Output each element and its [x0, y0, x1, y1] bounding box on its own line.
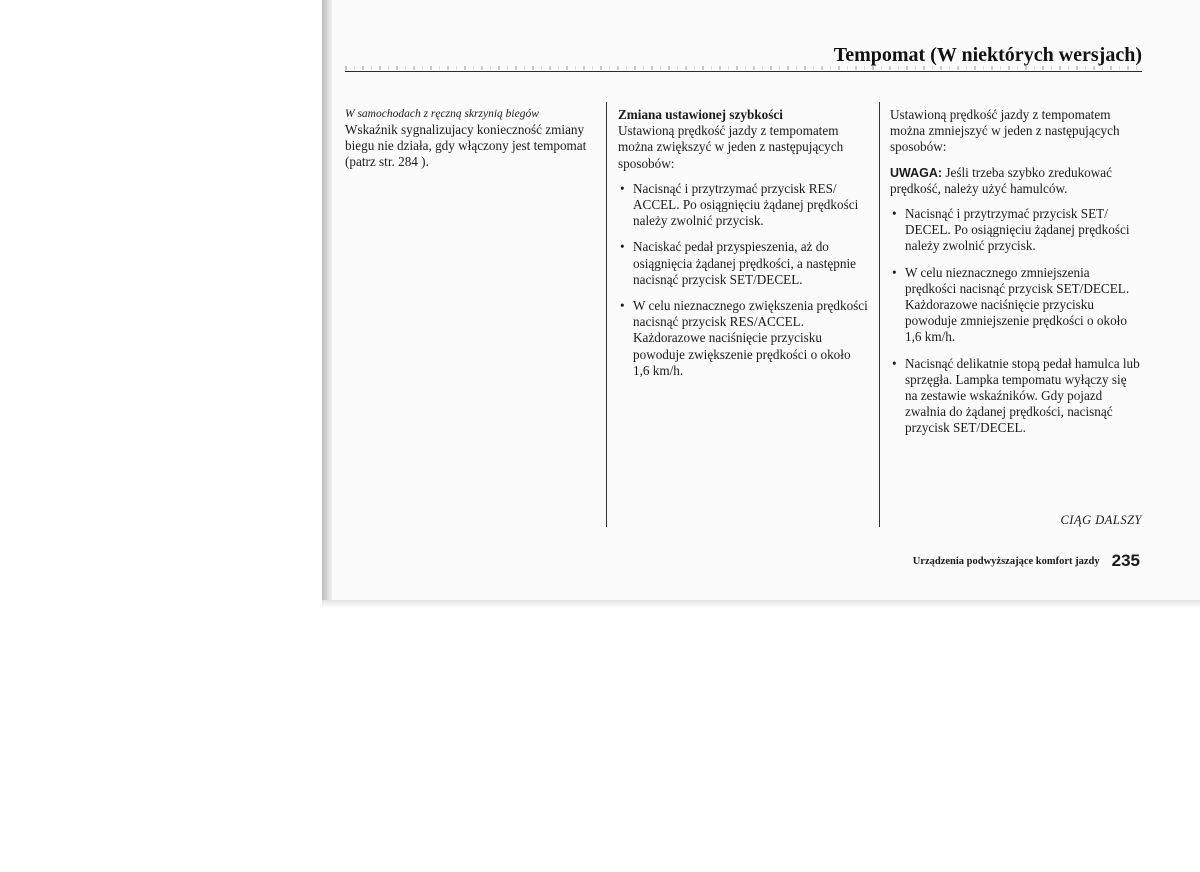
column-1: [345, 107, 597, 171]
column-3: [890, 107, 1142, 447]
scan-bottom-shadow: [322, 600, 1200, 608]
section-heading: Zmiana ustawionej szybkości: [618, 107, 783, 122]
header-dotted-line: [345, 66, 1142, 70]
footer-section-title: Urządzenia podwyższające komfort jazdy: [912, 555, 1100, 567]
list-item: • Nacisnąć i przytrzymać przycisk RES/ ACCEL. Po osiągnięciu żądanej prędkości należy zwolnić przycisk.: [620, 180, 859, 229]
note-label: UWAGA:: [890, 165, 943, 180]
increase-speed-list: [618, 181, 868, 379]
column-2-intro: Ustawioną prędkość jazdy z tempomatem można zwiększyć w jeden z następujących sposobów:: [618, 123, 844, 171]
list-item: • W celu nieznacznego zwiększenia prędkości nacisnąć przycisk RES/ACCEL. Każdorazowe naciśnięcie przycisku powoduje zwiększenie prędkości o około 1,6 km/h.: [620, 298, 868, 378]
column-1-paragraph: Wskaźnik sygnalizujacy konieczność zmiany biegu nie działa, gdy włączony jest tempomat (patrz str. 284 ).: [345, 122, 587, 170]
note: [890, 165, 1142, 197]
header-rule: [345, 71, 1142, 72]
note-text: Jeśli trzeba szybko zredukować prędkość, należy użyć hamulców.: [890, 164, 1112, 196]
column-3-intro: Ustawioną prędkość jazdy z tempomatem można zmniejszyć w jeden z następujących sposobów:: [890, 107, 1120, 155]
list-item: • Nacisnąć delikatnie stopą pedał hamulca lub sprzęgła. Lampka tempomatu wyłączy się na zestawie wskaźników. Gdy pojazd zwalnia do żądanej prędkości, nacisnąć przycisk SET/DECEL.: [892, 355, 1140, 436]
page-footer: [913, 551, 1140, 571]
manual-transmission-subheading: W samochodach z ręczną skrzynią biegów: [345, 108, 539, 120]
page-number: 235: [1111, 551, 1140, 570]
list-item: • W celu nieznacznego zmniejszenia prędkości nacisnąć przycisk SET/DECEL. Każdorazowe naciśnięcie przycisku powoduje zmniejszenie prędkości o około 1,6 km/h.: [892, 264, 1130, 345]
decrease-speed-list: [890, 206, 1142, 437]
list-item: • Nacisnąć i przytrzymać przycisk SET/ DECEL. Po osiągnięciu żądanej prędkości należy zwolnić przycisk.: [892, 206, 1130, 254]
bullet-icon: •: [620, 180, 625, 196]
column-divider: [879, 102, 880, 527]
bullet-icon: •: [620, 298, 625, 314]
page-title: Tempomat (W niektórych wersjach): [833, 44, 1142, 66]
column-divider: [606, 102, 607, 527]
bullet-icon: •: [892, 264, 897, 280]
continued-label: CIĄG DALSZY: [1060, 513, 1142, 527]
bullet-icon: •: [620, 239, 625, 255]
list-item: • Naciskać pedał przyspieszenia, aż do osiągnięcia żądanej prędkości, a następnie nacisnąć przycisk SET/DECEL.: [620, 239, 856, 287]
bullet-icon: •: [892, 206, 897, 222]
bullet-icon: •: [892, 355, 897, 371]
column-2: [618, 107, 868, 389]
